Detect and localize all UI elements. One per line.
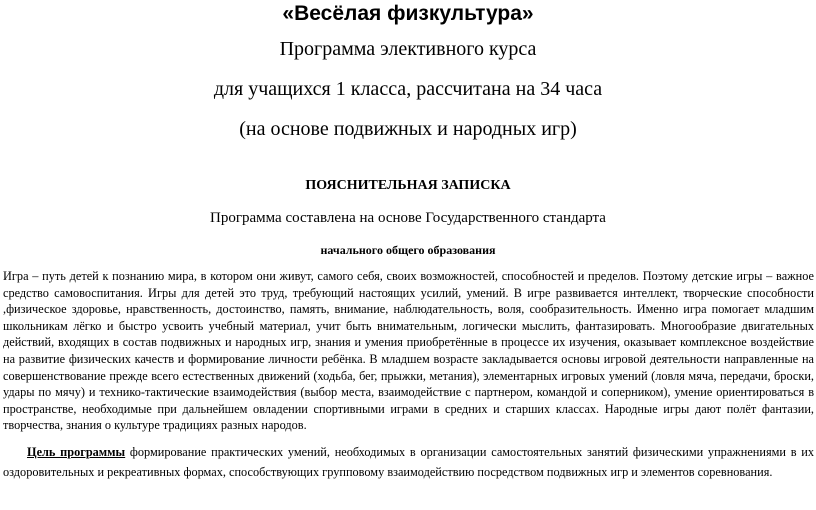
explanatory-paragraph: Игра – путь детей к познанию мира, в котором они живут, самого себя, своих возможностей, способностей и пределов. Поэтому детские игры – важное средство самовоспитания. Игры для детей это труд, требующий настоящих усилий, умений. В игре развивается интеллект, творческие способности ,физическое здоровье, нравственность, достоинство, память, внимание, наблюдательность, воля, сообразительность. Именно игра помогает младшим школьникам лёгко и быстро усвоить учебный материал, учит быть внимательным, логически мыслить, фантазировать. Многообразие двигательных действий, входящих в состав подвижных и народных игр, знания и умения приобретённые в процессе их изучения, оказывает комплексное воздействие на развитие физических качеств и формирование личности ребёнка. В младшем возрасте закладывается основы игровой деятельности направленные на совершенствование прежде всего естественных движений (ходьба, бег, прыжки, метания), элементарных игровых умений (ловля мяча, передачи, броски, удары по мячу) и технико-тактические взаимодействия (выбор места, взаимодействие с партнером, командой и соперником), умение ориентироваться в пространстве, необходимые при дальнейшем овладении спортивными играми в средних и старших классах. Народные игры дают полёт фантазии, творчества, знания о культуре традициях разных народов. — [3, 269, 814, 433]
goal-text: формирование практических умений, необходимых в организации самостоятельных занятий физическими упражнениями в их оздоровительных и рекреативных формах, способствующих групповому взаимодействию посредством подвижных игр и элементов соревнования. — [3, 445, 815, 479]
subtitle-line-3: (на основе подвижных и народных игр) — [239, 118, 577, 140]
document-title: «Весёлая физкультура» — [282, 2, 534, 25]
basis-line-1: Программа составлена на основе Государственного стандарта — [210, 210, 606, 226]
subtitle-line-1: Программа элективного курса — [279, 38, 537, 60]
goal-label: Цель программы — [27, 445, 126, 459]
program-goal — [3, 443, 814, 482]
section-heading: ПОЯСНИТЕЛЬНАЯ ЗАПИСКА — [305, 178, 511, 193]
basis-line-2: начального общего образования — [320, 243, 496, 257]
subtitle-line-2: для учащихся 1 класса, рассчитана на 34 часа — [213, 78, 603, 100]
